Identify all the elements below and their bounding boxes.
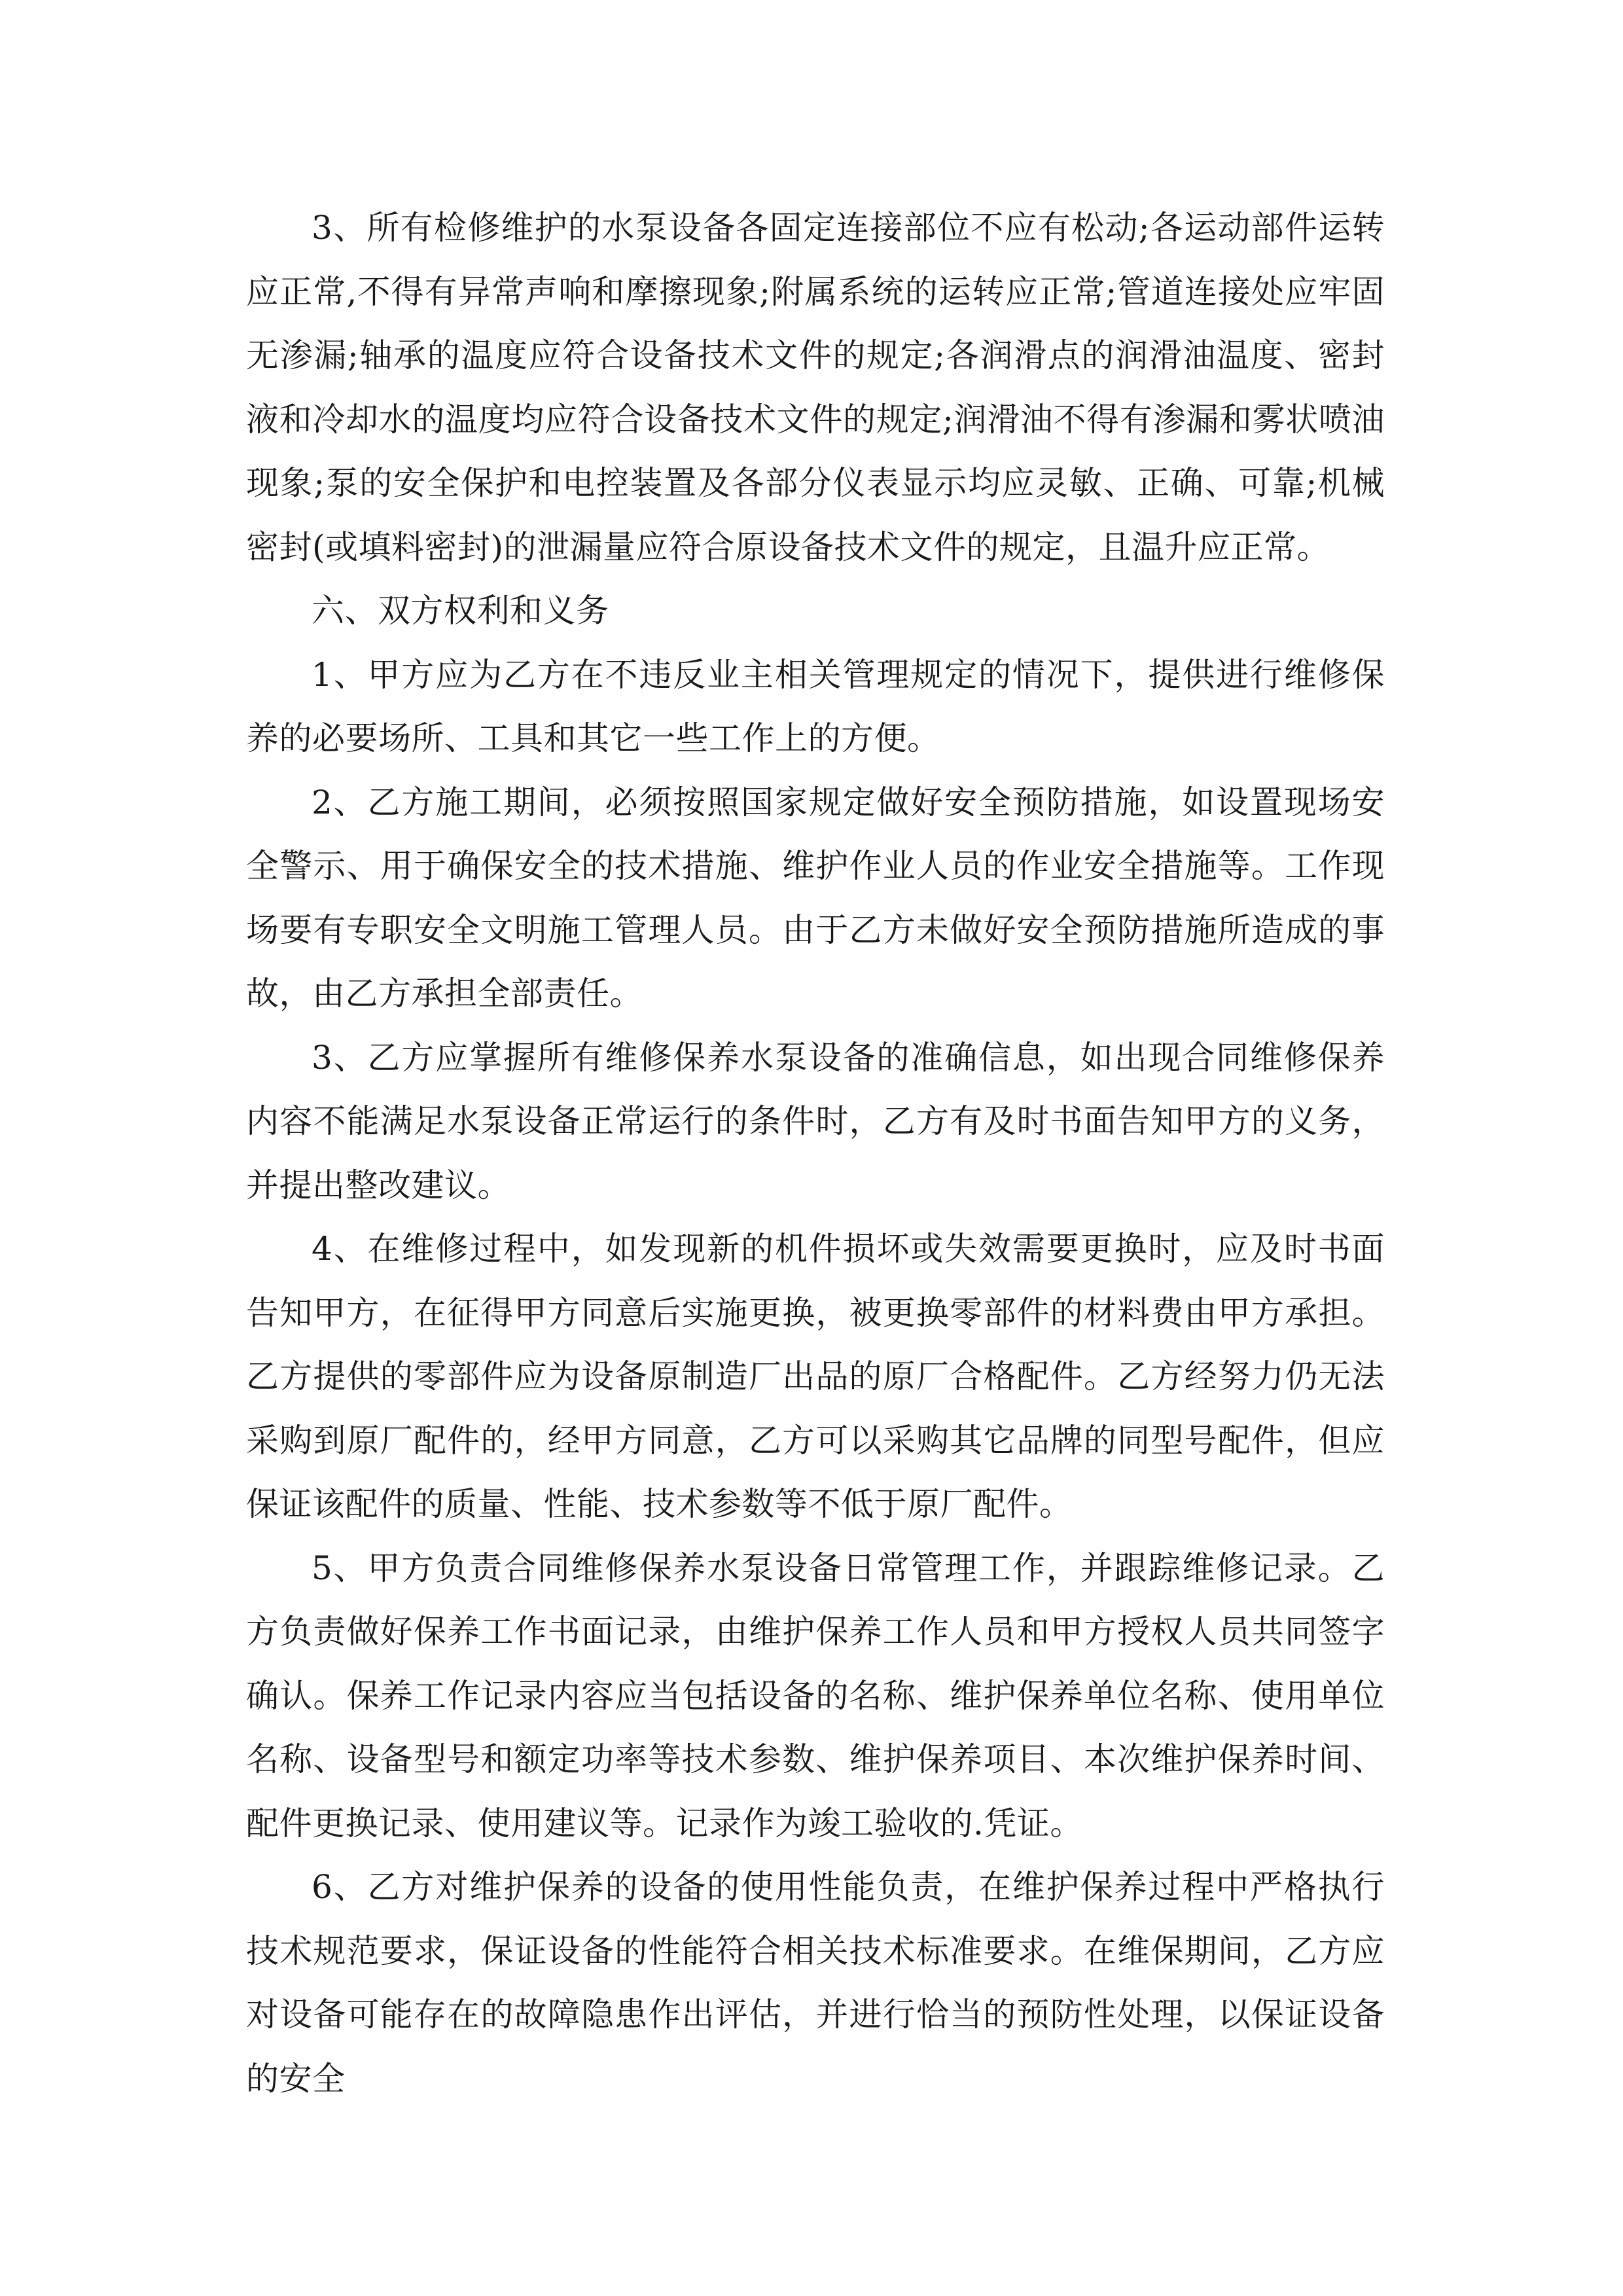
paragraph-right-6: 6、乙方对维护保养的设备的使用性能负责，在维护保养过程中严格执行技术规范要求，保证设备的性能符合相关技术标准要求。在维保期间，乙方应对设备可能存在的故障隐患作出评估，并进行恰当的预防性处理，以保证设备的安全 xyxy=(246,1868,1385,2098)
section-heading-rights-obligations: 六、双方权利和义务 xyxy=(312,592,609,630)
paragraph-right-3: 3、乙方应掌握所有维修保养水泵设备的准确信息，如出现合同维修保养内容不能满足水泵设备正常运行的条件时，乙方有及时书面告知甲方的义务，并提出整改建议。 xyxy=(246,1038,1385,1204)
paragraph-right-4: 4、在维修过程中，如发现新的机件损坏或失效需要更换时，应及时书面告知甲方，在征得甲方同意后实施更换，被更换零部件的材料费由甲方承担。乙方提供的零部件应为设备原制造厂出品的原厂合格配件。乙方经努力仍无法采购到原厂配件的，经甲方同意，乙方可以采购其它品牌的同型号配件，但应保证该配件的质量、性能、技术参数等不低于原厂配件。 xyxy=(246,1230,1385,1523)
paragraph-right-5: 5、甲方负责合同维修保养水泵设备日常管理工作，并跟踪维修记录。乙方负责做好保养工作书面记录，由维护保养工作人员和甲方授权人员共同签字确认。保养工作记录内容应当包括设备的名称、维护保养单位名称、使用单位名称、设备型号和额定功率等技术参数、维护保养项目、本次维护保养时间、配件更换记录、使用建议等。记录作为竣工验收的.凭证。 xyxy=(246,1549,1385,1842)
paragraph-right-2: 2、乙方施工期间，必须按照国家规定做好安全预防措施，如设置现场安全警示、用于确保安全的技术措施、维护作业人员的作业安全措施等。工作现场要有专职安全文明施工管理人员。由于乙方未做好安全预防措施所造成的事故，由乙方承担全部责任。 xyxy=(246,783,1385,1013)
paragraph-right-1: 1、甲方应为乙方在不违反业主相关管理规定的情况下，提供进行维修保养的必要场所、工具和其它一些工作上的方便。 xyxy=(246,655,1385,757)
document-body xyxy=(246,196,1385,2111)
paragraph-item-3-pump-requirements: 3、所有检修维护的水泵设备各固定连接部位不应有松动;各运动部件运转应正常,不得有异常声响和摩擦现象;附属系统的运转应正常;管道连接处应牢固无渗漏;轴承的温度应符合设备技术文件的规定;各润滑点的润滑油温度、密封液和冷却水的温度均应符合设备技术文件的规定;润滑油不得有渗漏和雾状喷油现象;泵的安全保护和电控装置及各部分仪表显示均应灵敏、正确、可靠;机械密封(或填料密封)的泄漏量应符合原设备技术文件的规定，且温升应正常。 xyxy=(246,209,1385,566)
